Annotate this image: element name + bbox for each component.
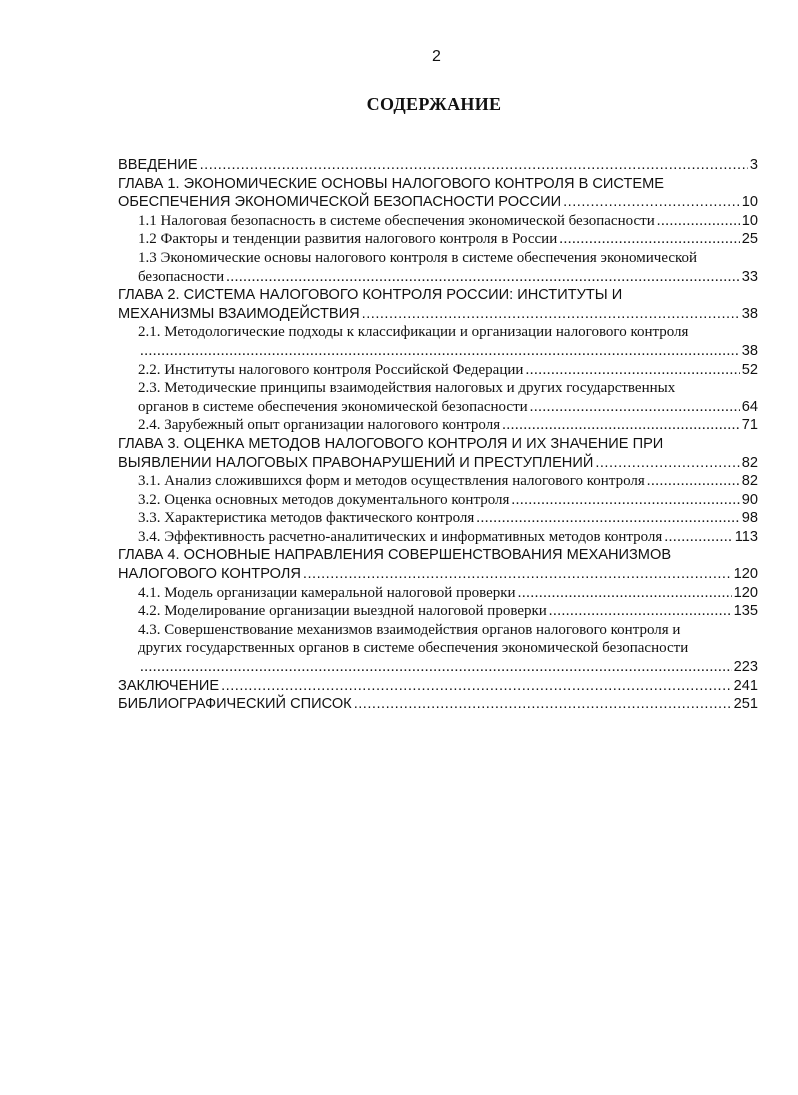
toc-section-entry: [118, 416, 758, 435]
toc-entry-title: ВВЕДЕНИЕ: [118, 157, 198, 173]
toc-entry-title: БИБЛИОГРАФИЧЕСКИЙ СПИСОК: [118, 696, 352, 713]
dot-leader: [657, 212, 740, 231]
toc-chapter-entry: [118, 677, 758, 696]
toc-chapter-entry: [118, 175, 758, 212]
toc-entry-line: [138, 212, 758, 231]
dot-leader: [226, 268, 740, 287]
toc-page-number: 71: [741, 417, 758, 434]
toc-entry-line: [118, 156, 758, 175]
toc-entry-title-line: ГЛАВА 2. СИСТЕМА НАЛОГОВОГО КОНТРОЛЯ РОССИИ: ИНСТИТУТЫ И: [118, 287, 623, 304]
toc-entry-title: 3.1. Анализ сложившихся форм и методов осуществления налогового контроля: [138, 473, 645, 490]
toc-section-entry: [118, 602, 758, 621]
toc-entry-line: [118, 695, 758, 714]
toc-page-number: 82: [741, 454, 758, 471]
dot-leader: [595, 454, 739, 473]
toc-entry-line: [138, 342, 758, 361]
dot-leader: [502, 416, 740, 435]
dot-leader: [664, 528, 732, 547]
toc-chapter-entry: [118, 695, 758, 714]
dot-leader: [140, 342, 740, 361]
toc-entry-title-line: других государственных органов в системе обеспечения экономической безопасности: [138, 640, 689, 657]
table-of-contents: [118, 156, 758, 714]
toc-entry-line: [118, 454, 758, 473]
toc-chapter-entry: [118, 156, 758, 175]
toc-chapter-entry: [118, 435, 758, 472]
toc-entry-title: 2.4. Зарубежный опыт организации налогового контроля: [138, 417, 501, 434]
dot-leader: [303, 565, 732, 584]
toc-entry-title-line: ГЛАВА 3. ОЦЕНКА МЕТОДОВ НАЛОГОВОГО КОНТРОЛЯ И ИХ ЗНАЧЕНИЕ ПРИ: [118, 435, 664, 452]
toc-page-number: 38: [741, 342, 758, 359]
toc-page-number: 120: [733, 584, 758, 601]
toc-entry-line: [138, 528, 758, 547]
toc-section-entry: [118, 323, 758, 360]
dot-leader: [221, 677, 732, 696]
toc-entry-title: 4.2. Моделирование организации выездной налоговой проверки: [138, 603, 547, 620]
toc-page-number: 33: [741, 268, 758, 285]
toc-section-entry: [118, 509, 758, 528]
toc-page-number: 38: [741, 305, 758, 322]
toc-entry-line: [138, 398, 758, 417]
toc-page-number: 113: [734, 528, 758, 545]
toc-entry-title: безопасности: [138, 268, 225, 285]
toc-chapter-entry: [118, 286, 758, 323]
toc-entry-title: ЗАКЛЮЧЕНИЕ: [118, 677, 220, 694]
toc-page-number: 223: [733, 659, 758, 676]
toc-section-entry: [118, 212, 758, 231]
toc-entry-title: органов в системе обеспечения экономической безопасности: [138, 398, 528, 415]
toc-section-entry: [118, 584, 758, 603]
dot-leader: [530, 398, 740, 417]
toc-entry-line: [138, 658, 758, 677]
toc-section-entry: [118, 528, 758, 547]
toc-entry-line: [138, 268, 758, 287]
page-number: 2: [432, 48, 441, 65]
dot-leader: [518, 584, 732, 603]
toc-section-entry: [118, 472, 758, 491]
toc-section-entry: [118, 621, 758, 677]
toc-entry-title: 4.1. Модель организации камеральной налоговой проверки: [138, 584, 516, 601]
toc-entry-title: ВЫЯВЛЕНИИ НАЛОГОВЫХ ПРАВОНАРУШЕНИЙ И ПРЕСТУПЛЕНИЙ: [118, 454, 594, 471]
toc-entry-line: [138, 509, 758, 528]
toc-page-number: 120: [733, 566, 758, 583]
toc-page-number: 135: [733, 603, 758, 620]
toc-entry-line: [138, 361, 758, 380]
dot-leader: [354, 695, 732, 714]
toc-entry-line: [118, 305, 758, 324]
dot-leader: [563, 193, 740, 212]
toc-page-number: 52: [741, 361, 758, 378]
toc-entry-title-line: 2.3. Методические принципы взаимодействия налоговых и других государственных: [138, 380, 676, 397]
toc-entry-line: [138, 584, 758, 603]
toc-page-number: 98: [741, 510, 758, 527]
toc-entry-title: 1.1 Налоговая безопасность в системе обеспечения экономической безопасности: [138, 212, 655, 229]
dot-leader: [549, 602, 732, 621]
toc-page-number: 10: [741, 194, 758, 211]
dot-leader: [647, 472, 740, 491]
toc-entry-line: [138, 472, 758, 491]
toc-page-number: 64: [741, 398, 758, 415]
toc-entry-title: 3.3. Характеристика методов фактического контроля: [138, 510, 475, 527]
toc-entry-title: 3.2. Оценка основных методов документального контроля: [138, 491, 510, 508]
toc-entry-title: НАЛОГОВОГО КОНТРОЛЯ: [118, 566, 301, 583]
toc-entry-line: [138, 602, 758, 621]
toc-entry-line: [118, 565, 758, 584]
toc-entry-title: 2.2. Институты налогового контроля Российской Федерации: [138, 361, 524, 378]
toc-entry-line: [138, 230, 758, 249]
dot-leader: [362, 305, 740, 324]
toc-section-entry: [118, 491, 758, 510]
toc-page-number: 3: [749, 157, 758, 173]
toc-entry-line: [138, 416, 758, 435]
toc-page-number: 251: [733, 696, 758, 713]
toc-entry-title: 3.4. Эффективность расчетно-аналитических и информативных методов контроля: [138, 528, 663, 545]
toc-entry-title: 1.2 Факторы и тенденции развития налогового контроля в России: [138, 231, 558, 248]
dot-leader: [525, 361, 739, 380]
toc-page-number: 25: [741, 231, 758, 248]
toc-entry-title: МЕХАНИЗМЫ ВЗАИМОДЕЙСТВИЯ: [118, 305, 360, 322]
toc-entry-title-line: 4.3. Совершенствование механизмов взаимодействия органов налогового контроля и: [138, 621, 681, 638]
dot-leader: [200, 156, 748, 175]
page-title: СОДЕРЖАНИЕ: [366, 94, 502, 114]
dot-leader: [511, 491, 739, 510]
toc-page-number: 10: [741, 212, 758, 229]
toc-page-number: 90: [741, 491, 758, 508]
toc-section-entry: [118, 361, 758, 380]
toc-page-number: 82: [741, 473, 758, 490]
toc-section-entry: [118, 230, 758, 249]
toc-entry-title-line: 1.3 Экономические основы налогового контроля в системе обеспечения экономической: [138, 249, 698, 266]
dot-leader: [476, 509, 739, 528]
toc-entry-title-line: 2.1. Методологические подходы к классификации и организации налогового контроля: [138, 324, 689, 341]
toc-entry-line: [118, 677, 758, 696]
dot-leader: [559, 230, 740, 249]
toc-section-entry: [118, 379, 758, 416]
toc-entry-title-line: ГЛАВА 1. ЭКОНОМИЧЕСКИЕ ОСНОВЫ НАЛОГОВОГО КОНТРОЛЯ В СИСТЕМЕ: [118, 175, 665, 192]
toc-entry-title: ОБЕСПЕЧЕНИЯ ЭКОНОМИЧЕСКОЙ БЕЗОПАСНОСТИ РОССИИ: [118, 194, 562, 211]
toc-section-entry: [118, 249, 758, 286]
toc-entry-title-line: ГЛАВА 4. ОСНОВНЫЕ НАПРАВЛЕНИЯ СОВЕРШЕНСТВОВАНИЯ МЕХАНИЗМОВ: [118, 547, 672, 564]
dot-leader: [140, 658, 732, 677]
toc-entry-line: [138, 491, 758, 510]
toc-entry-line: [118, 193, 758, 212]
toc-chapter-entry: [118, 546, 758, 583]
toc-page-number: 241: [733, 677, 758, 694]
